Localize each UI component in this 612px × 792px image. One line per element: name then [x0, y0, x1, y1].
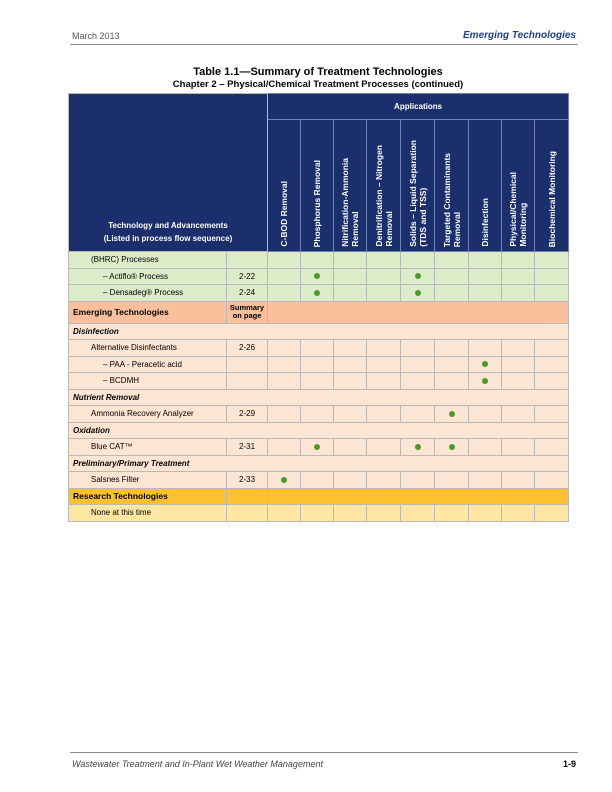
tech-header-line2: (Listed in process flow sequence) [103, 234, 233, 243]
application-cell [435, 340, 469, 357]
applies-dot-icon [415, 444, 421, 450]
summary-page-number: 2-29 [227, 406, 268, 423]
application-cell [367, 340, 401, 357]
application-cell [334, 472, 367, 489]
application-cell [301, 340, 334, 357]
footer-rule [70, 752, 578, 753]
category-label: Oxidation [69, 422, 569, 439]
application-cell [334, 406, 367, 423]
application-cell [435, 285, 469, 302]
application-cell [268, 439, 301, 456]
application-column-header [535, 120, 569, 252]
application-cell [367, 268, 401, 285]
application-cell [435, 439, 469, 456]
application-cell [367, 406, 401, 423]
application-column-header [301, 120, 334, 252]
header-date: March 2013 [72, 31, 120, 41]
application-cell [502, 340, 535, 357]
application-cell [502, 356, 535, 373]
column-header-label [480, 194, 490, 251]
application-cell [401, 373, 435, 390]
summary-table [68, 93, 569, 522]
table-row [69, 356, 569, 373]
technology-name: – BCDMH [69, 373, 227, 390]
summary-page-number: 2-33 [227, 472, 268, 489]
footer-document-title: Wastewater Treatment and In-Plant Wet Weather Management [72, 759, 323, 769]
application-cell [435, 472, 469, 489]
applies-dot-icon [281, 477, 287, 483]
applies-dot-icon [415, 273, 421, 279]
application-cell [334, 268, 367, 285]
application-cell [535, 373, 569, 390]
technology-name: – Densadeg® Process [69, 285, 227, 302]
application-column-header [334, 120, 367, 252]
application-cell [469, 252, 502, 269]
table-row [69, 252, 569, 269]
column-header-line: Removal [350, 211, 361, 247]
application-cell [268, 285, 301, 302]
technology-name: – Actiflo® Process [69, 268, 227, 285]
table-row [69, 285, 569, 302]
column-header-line: Disinfection [480, 198, 491, 247]
column-header-line: C-BOD Removal [279, 181, 290, 247]
summary-page-number [227, 356, 268, 373]
table-title: Table 1.1—Summary of Treatment Technologies [193, 66, 443, 78]
column-header-label [547, 147, 557, 251]
application-column-header [469, 120, 502, 252]
summary-page-number [227, 252, 268, 269]
column-header-label [279, 177, 289, 251]
table-row [69, 268, 569, 285]
application-cell [502, 505, 535, 522]
table-row [69, 439, 569, 456]
application-cell [268, 356, 301, 373]
application-cell [435, 505, 469, 522]
table-subtitle: Chapter 2 – Physical/Chemical Treatment Processes (continued) [172, 79, 464, 90]
column-header-line: Nitrification-Ammonia [340, 158, 351, 247]
application-cell [535, 268, 569, 285]
application-cell [535, 356, 569, 373]
application-cell [268, 252, 301, 269]
summary-page-number: 2-22 [227, 268, 268, 285]
application-cell [502, 373, 535, 390]
column-header-line: Targeted Contaminants [441, 152, 452, 247]
column-header-line: Monitoring [518, 203, 529, 247]
application-cell [535, 285, 569, 302]
application-cell [301, 356, 334, 373]
summary-page-number [227, 505, 268, 522]
applies-dot-icon [314, 273, 320, 279]
application-cell [367, 472, 401, 489]
application-cell [502, 268, 535, 285]
application-cell [268, 505, 301, 522]
application-cell [334, 340, 367, 357]
application-cell [469, 406, 502, 423]
application-cell [401, 340, 435, 357]
header-rule [70, 44, 578, 45]
summary-page-header: Summary on page [227, 301, 268, 323]
application-cell [334, 356, 367, 373]
page-number: 1-9 [562, 759, 576, 769]
application-cell [301, 285, 334, 302]
application-cell [435, 373, 469, 390]
application-cell [301, 505, 334, 522]
application-cell [334, 505, 367, 522]
column-header-line: Removal [383, 211, 394, 247]
application-cell [535, 505, 569, 522]
table-row [69, 455, 569, 472]
section-filler [268, 301, 569, 323]
application-cell [401, 252, 435, 269]
technology-name: Blue CAT™ [69, 439, 227, 456]
summary-page-number: 2-26 [227, 340, 268, 357]
application-cell [535, 472, 569, 489]
application-cell [367, 373, 401, 390]
column-header-label [374, 141, 394, 251]
technology-name: Salsnes Filter [69, 472, 227, 489]
application-cell [334, 285, 367, 302]
application-cell [367, 356, 401, 373]
table-row [69, 406, 569, 423]
application-cell [268, 340, 301, 357]
section-filler [268, 488, 569, 505]
application-cell [367, 505, 401, 522]
application-cell [301, 472, 334, 489]
application-cell [401, 285, 435, 302]
application-cell [301, 406, 334, 423]
column-header-line: Physical/Chemical [508, 172, 519, 247]
application-column-header [367, 120, 401, 252]
application-column-header [401, 120, 435, 252]
table-row [69, 301, 569, 323]
application-cell [367, 285, 401, 302]
application-cell [469, 505, 502, 522]
application-cell [469, 268, 502, 285]
category-label: Preliminary/Primary Treatment [69, 455, 569, 472]
application-cell [367, 439, 401, 456]
application-cell [535, 406, 569, 423]
summary-page-number: 2-24 [227, 285, 268, 302]
column-header-line: Biochemical Monitoring [546, 150, 557, 247]
application-cell [469, 285, 502, 302]
application-cell [502, 252, 535, 269]
column-header-label [408, 136, 428, 251]
application-cell [401, 505, 435, 522]
table-row [69, 389, 569, 406]
technology-name: None at this time [69, 505, 227, 522]
category-label: Nutrient Removal [69, 389, 569, 406]
category-label: Disinfection [69, 323, 569, 340]
applies-dot-icon [449, 444, 455, 450]
application-cell [435, 268, 469, 285]
application-cell [435, 356, 469, 373]
technology-name: (BHRC) Processes [69, 252, 227, 269]
application-cell [334, 373, 367, 390]
application-column-header [268, 120, 301, 252]
section-label: Emerging Technologies [69, 301, 227, 323]
applies-dot-icon [415, 290, 421, 296]
applies-dot-icon [482, 378, 488, 384]
technology-column-header [69, 94, 268, 252]
technology-name: – PAA - Peracetic acid [69, 356, 227, 373]
column-header-label [508, 168, 528, 251]
application-cell [469, 472, 502, 489]
summary-page-number [227, 373, 268, 390]
column-header-line: (TDS and TSS) [417, 187, 428, 247]
column-header-label [312, 156, 322, 251]
application-cell [535, 439, 569, 456]
application-cell [301, 439, 334, 456]
application-cell [502, 285, 535, 302]
application-cell [469, 356, 502, 373]
summary-page-header [227, 488, 268, 505]
table-row [69, 505, 569, 522]
application-cell [435, 252, 469, 269]
table-row [69, 422, 569, 439]
table-row [69, 373, 569, 390]
application-cell [334, 252, 367, 269]
application-cell [268, 472, 301, 489]
table-row [69, 488, 569, 505]
application-column-header [502, 120, 535, 252]
application-cell [401, 472, 435, 489]
column-header-line: Denitrification – Nitrogen [373, 145, 384, 247]
column-header-label [340, 154, 360, 251]
application-cell [401, 268, 435, 285]
application-cell [469, 439, 502, 456]
application-cell [435, 406, 469, 423]
application-cell [401, 439, 435, 456]
applies-dot-icon [449, 411, 455, 417]
section-label: Research Technologies [69, 488, 227, 505]
tech-header-line1: Technology and Advancements [108, 221, 228, 230]
column-header-line: Removal [451, 211, 462, 247]
summary-page-number: 2-31 [227, 439, 268, 456]
application-cell [469, 340, 502, 357]
table-row [69, 340, 569, 357]
technology-name: Alternative Disinfectants [69, 340, 227, 357]
technology-name: Ammonia Recovery Analyzer [69, 406, 227, 423]
application-cell [268, 406, 301, 423]
application-cell [401, 406, 435, 423]
application-cell [268, 268, 301, 285]
application-cell [367, 252, 401, 269]
application-cell [502, 406, 535, 423]
column-header-label [442, 149, 462, 251]
applies-dot-icon [314, 444, 320, 450]
header-section-title: Emerging Technologies [463, 30, 576, 41]
application-cell [469, 373, 502, 390]
application-cell [334, 439, 367, 456]
applies-dot-icon [314, 290, 320, 296]
application-cell [301, 373, 334, 390]
application-cell [301, 252, 334, 269]
applies-dot-icon [482, 361, 488, 367]
column-header-line: Solids – Liquid Separation [407, 140, 418, 247]
application-cell [502, 439, 535, 456]
application-cell [401, 356, 435, 373]
application-cell [502, 472, 535, 489]
table-row [69, 472, 569, 489]
application-cell [268, 373, 301, 390]
table-row [69, 323, 569, 340]
application-cell [535, 340, 569, 357]
column-header-line: Phosphorus Removal [312, 159, 323, 247]
applications-header: Applications [268, 94, 569, 120]
application-cell [535, 252, 569, 269]
application-column-header [435, 120, 469, 252]
application-cell [301, 268, 334, 285]
